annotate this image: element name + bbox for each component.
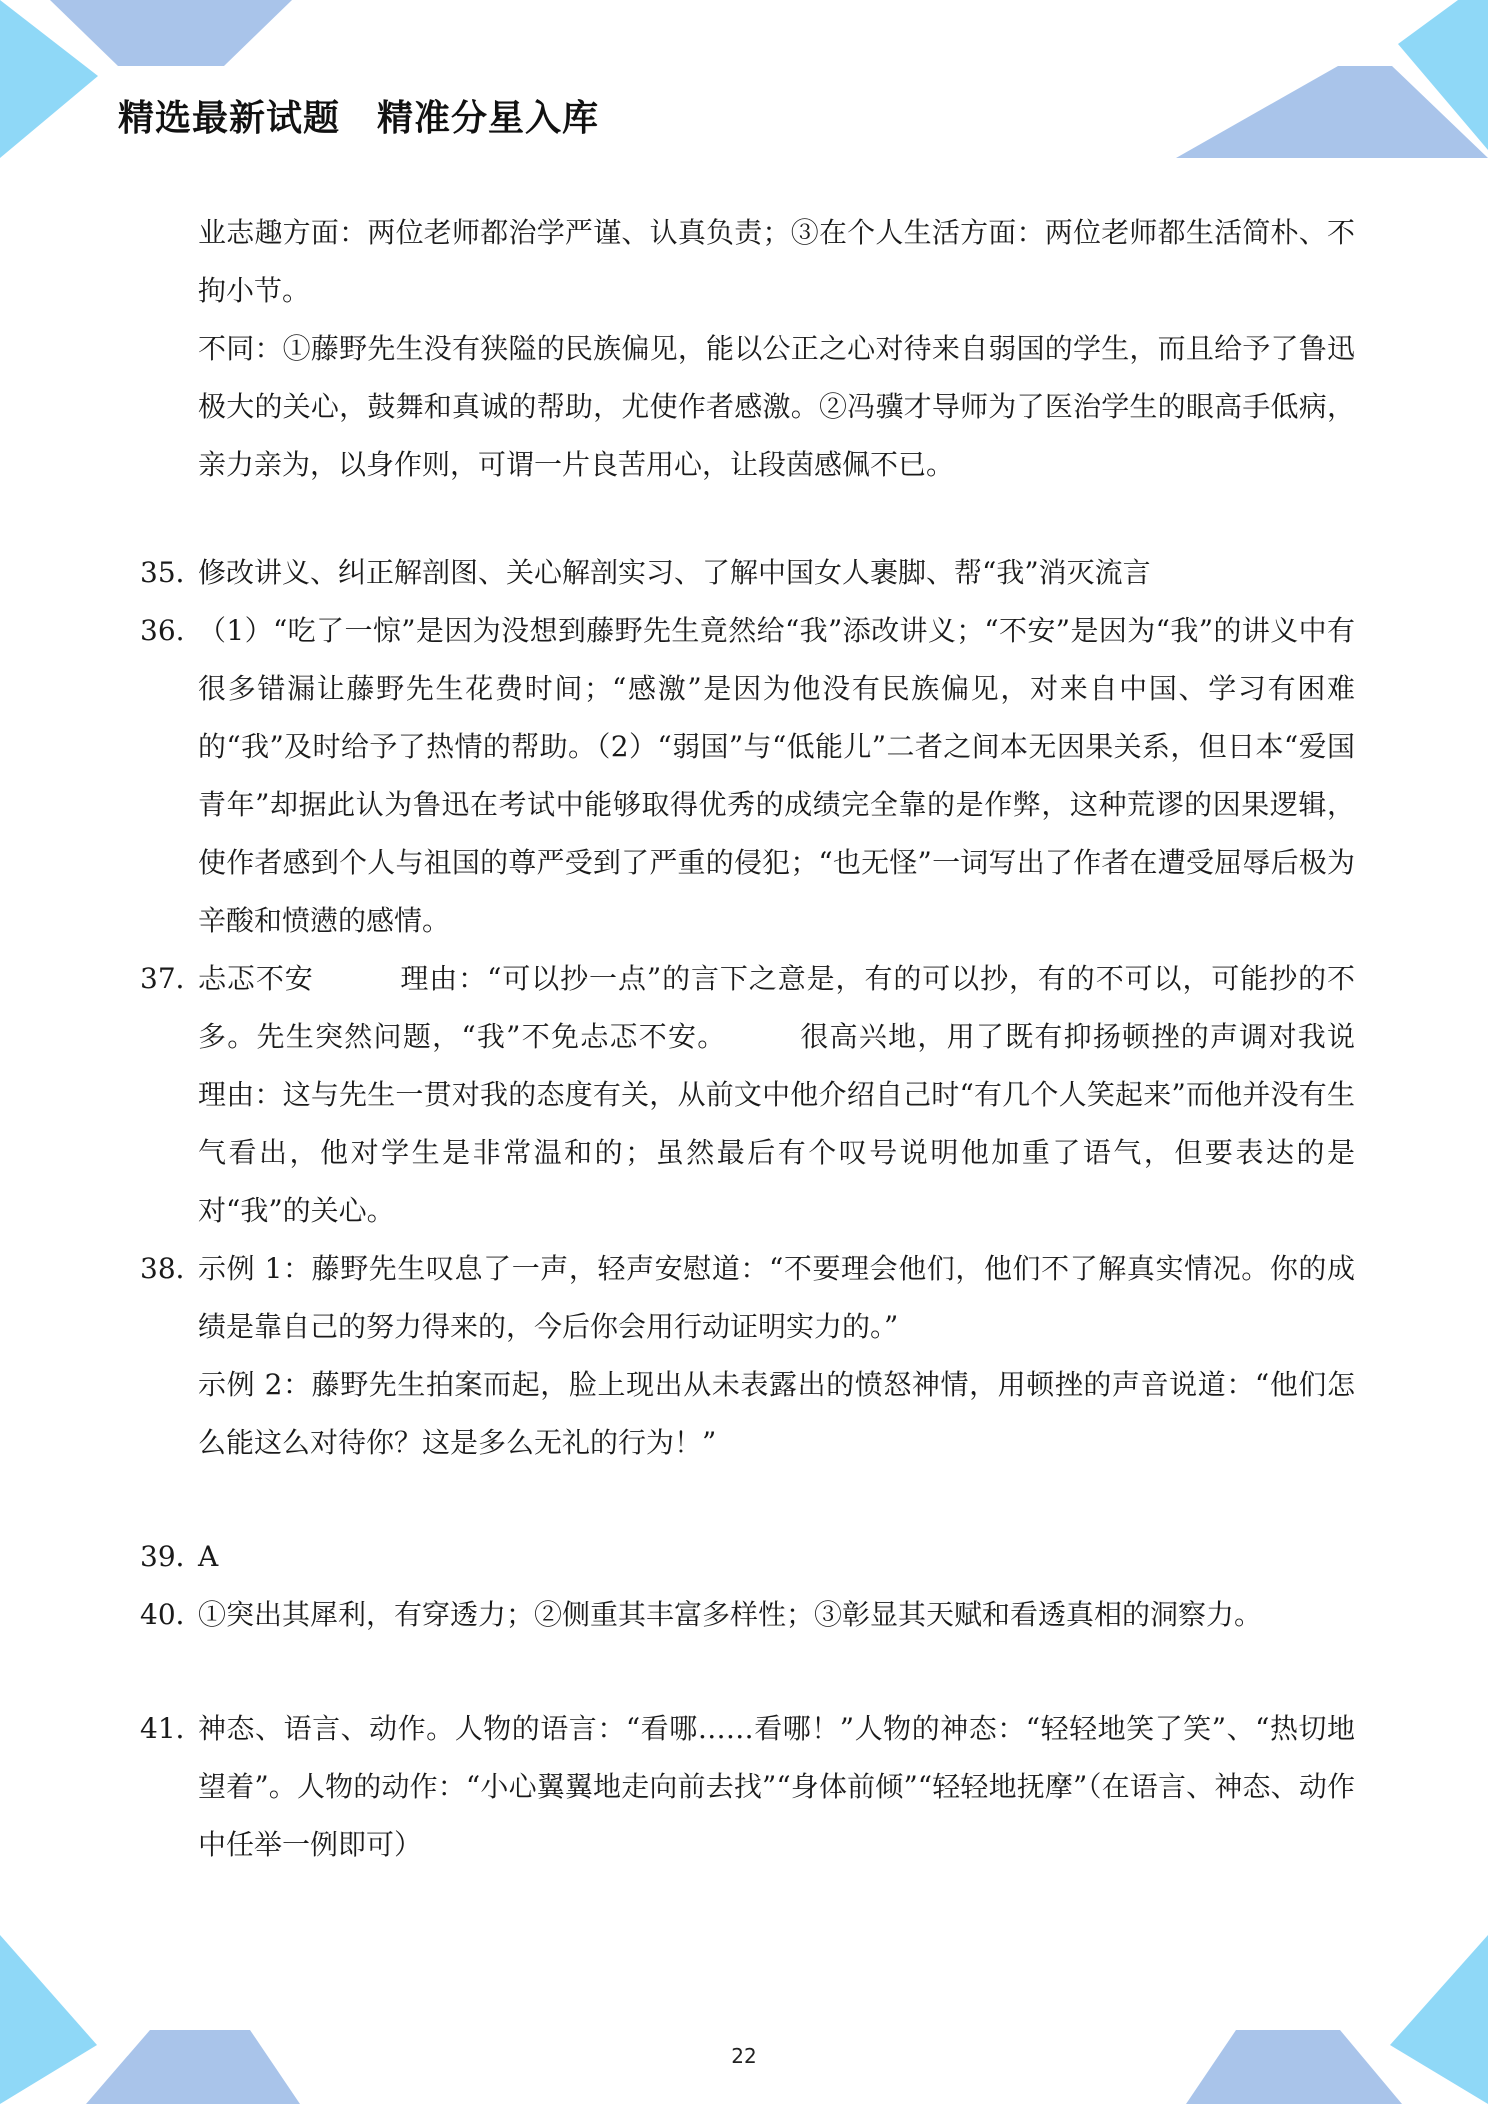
answer-item-37 xyxy=(140,950,1440,1240)
answer-item-39 xyxy=(140,1528,1355,1586)
item-number: 36. xyxy=(140,614,185,647)
intro-paragraph-2: 不同：①藤野先生没有狭隘的民族偏见，能以公正之心对待来自弱国的学生，而且给予了鲁迅极大的关心，鼓舞和真诚的帮助，尤使作者感激。②冯骥才导师为了医治学生的眼高手低病，亲力亲为，以身作则，可谓一片良苦用心，让段茵感佩不已。 xyxy=(198,332,1355,481)
page-number: 22 xyxy=(731,2044,757,2068)
answer-item-41 xyxy=(140,1700,1355,1874)
answer-content xyxy=(140,204,1440,1874)
answer-item-38-example-2 xyxy=(140,1356,1355,1472)
header-title: 精选最新试题 精准分星入库 xyxy=(118,98,600,139)
item-number: 37． xyxy=(140,962,204,995)
bottom-left-triangle xyxy=(0,1935,97,2104)
item-text: A xyxy=(198,1540,219,1573)
item-text: ①突出其犀利，有穿透力；②侧重其丰富多样性；③彰显其天赋和看透真相的洞察力。 xyxy=(198,1598,1263,1631)
answer-item-40 xyxy=(140,1586,1355,1644)
intro-paragraph-1: 业志趣方面：两位老师都治学严谨、认真负责；③在个人生活方面：两位老师都生活简朴、不拘小节。 xyxy=(198,216,1355,307)
item-number xyxy=(140,1356,198,1472)
item-text: 示例 2：藤野先生拍案而起，脸上现出从未表露出的愤怒神情，用顿挫的声音说道：“他们怎么能这么对待你？这是多么无礼的行为！” xyxy=(198,1368,1355,1459)
answer-item-36 xyxy=(140,602,1355,950)
item-number: 38． xyxy=(140,1252,204,1285)
item-number: 41． xyxy=(140,1712,204,1745)
answer-item-35 xyxy=(140,544,1355,602)
item-text: 示例 1：藤野先生叹息了一声，轻声安慰道：“不要理会他们，他们不了解真实情况。你的成绩是靠自己的努力得来的，今后你会用行动证明实力的。” xyxy=(198,1252,1355,1343)
answer-item-38 xyxy=(140,1240,1355,1356)
top-left-trapezoid xyxy=(50,0,292,66)
item-text: 忐忑不安 理由：“可以抄一点”的言下之意是，有的可以抄，有的不可以，可能抄的不多。先生突然问题，“我”不免忐忑不安。 很高兴地，用了既有抑扬顿挫的声调对我说 理由：这与先生一贯对我的态度有关，从前文中他介绍自己时“有几个人笑起来”而他并没有生气看出，他对学生是非常温和的；虽然最后有个叹号说明他加重了语气，但要表达的是对“我”的关心。 xyxy=(198,962,1440,1227)
item-text: 神态、语言、动作。人物的语言：“看哪……看哪！”人物的神态：“轻轻地笑了笑”、“热切地望着”。人物的动作：“小心翼翼地走向前去找”“身体前倾”“轻轻地抚摩”（在语言、神态、动作中任举一例即可） xyxy=(198,1712,1355,1861)
bottom-right-triangle xyxy=(1390,1935,1488,2104)
item-number: 39． xyxy=(140,1540,204,1573)
item-text: （1）“吃了一惊”是因为没想到藤野先生竟然给“我”添改讲义；“不安”是因为“我”的讲义中有很多错漏让藤野先生花费时间；“感激”是因为他没有民族偏见，对来自中国、学习有困难的“我”及时给予了热情的帮助。（2）“弱国”与“低能儿”二者之间本无因果关系，但日本“爱国青年”却据此认为鲁迅在考试中能够取得优秀的成绩完全靠的是作弊，这种荒谬的因果逻辑，使作者感到个人与祖国的尊严受到了严重的侵犯；“也无怪”一词写出了作者在遭受屈辱后极为辛酸和愤懑的感情。 xyxy=(198,614,1355,937)
item-text: 修改讲义、纠正解剖图、关心解剖实习、了解中国女人裹脚、帮“我”消灭流言 xyxy=(198,556,1151,589)
item-number: 40． xyxy=(140,1598,204,1631)
item-number: 35． xyxy=(140,556,204,589)
